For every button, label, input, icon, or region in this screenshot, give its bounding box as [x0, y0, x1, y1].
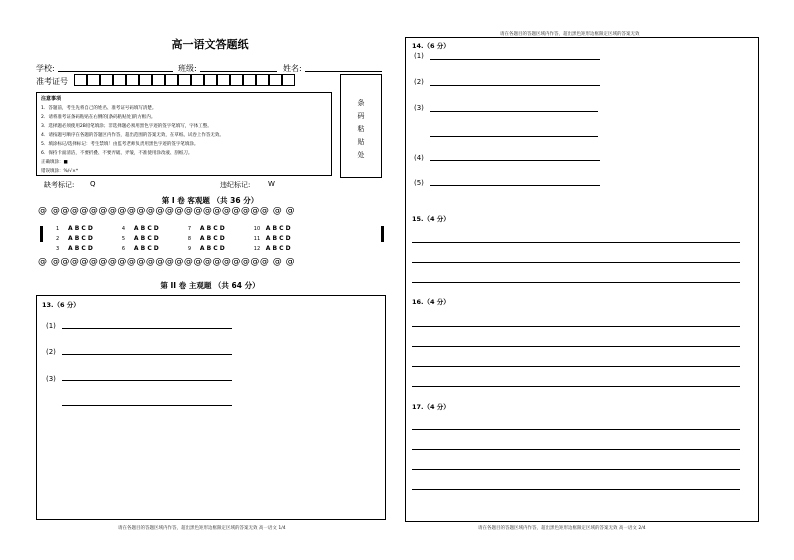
notice-box: [36, 92, 332, 176]
mcq-options[interactable]: A B C D: [133, 235, 159, 242]
barcode-char: 码: [357, 112, 365, 120]
q13-answer-line[interactable]: [62, 354, 232, 355]
violation-mark[interactable]: W: [268, 180, 275, 188]
name-label: 姓名:: [283, 64, 302, 73]
q15-title: 15.（4 分）: [412, 215, 450, 223]
mcq-options[interactable]: A B C D: [133, 245, 159, 252]
mcq-options[interactable]: A B C D: [68, 235, 93, 242]
barcode-char: 粘: [357, 125, 365, 133]
name-field[interactable]: [305, 71, 382, 72]
mcq-options[interactable]: A B C D: [265, 235, 291, 242]
mcq-options[interactable]: A B C D: [68, 245, 93, 252]
notice-item: 2．请将准考证条码粘贴在右侧的[条码粘贴处]的方框内。: [41, 115, 156, 120]
sheet-title: 高一语文答题纸: [171, 38, 249, 51]
q15-answer-line[interactable]: [412, 242, 740, 243]
school-label: 学校:: [36, 64, 55, 73]
wrong-fill-value: %/√×*: [63, 169, 79, 174]
q15-answer-line[interactable]: [412, 262, 740, 263]
mcq-row: 1 A B C D 4 A B C D 7 A B C D 10 A B C D: [56, 224, 318, 234]
q14-part-label: (1): [414, 52, 424, 60]
q17-answer-line[interactable]: [412, 469, 740, 470]
mcq-options[interactable]: A B C D: [265, 245, 291, 252]
q14-answer-line[interactable]: [430, 185, 600, 186]
q14-answer-line[interactable]: [430, 136, 598, 137]
q16-answer-line[interactable]: [412, 346, 740, 347]
notice-item: 3．选择题必须使用2B铅笔填涂；非选择题必须用黑色字迹的签字笔填写，字体工整。: [41, 124, 212, 129]
q13-part-label: (2): [46, 348, 56, 356]
notice-item: 6．保持卡面清洁，不要折叠、不要弄破、弄皱，不准使用涂改液、刮纸刀。: [41, 151, 193, 156]
barcode-char: 贴: [357, 138, 365, 146]
q13-part-label: (1): [46, 322, 56, 330]
notice-title: 注意事项: [41, 96, 62, 102]
q14-answer-line[interactable]: [430, 111, 598, 112]
q14-answer-line[interactable]: [430, 59, 600, 60]
timing-marks-top: @ @@@@@@@@@@@@@@@@@@@@@@@ @ @: [38, 206, 296, 216]
mcq-options[interactable]: A B C D: [68, 225, 93, 232]
notice-item: 1．答题前，考生先将自己的姓名、准考证号码填写清楚。: [41, 106, 157, 111]
section2-title: 第 II 卷 主观题 （共 64 分）: [160, 281, 260, 290]
left-footer: 请在各题目的答题区域内作答，超出黑色矩形边框限定区域的答案无效 高一语文 1/4: [118, 526, 286, 531]
barcode-char: 处: [357, 151, 365, 159]
q16-answer-line[interactable]: [412, 326, 740, 327]
absent-mark[interactable]: Q: [90, 180, 96, 188]
q13-part-label: (3): [46, 375, 56, 383]
q13-answer-line[interactable]: [62, 380, 232, 381]
q16-title: 16.（4 分）: [412, 298, 450, 306]
q13-answer-line[interactable]: [62, 328, 232, 329]
q14-part-label: (3): [414, 104, 424, 112]
mcq-options[interactable]: A B C D: [265, 225, 291, 232]
mcq-options[interactable]: A B C D: [199, 245, 225, 252]
correct-fill-label: 正确填涂：: [41, 160, 64, 165]
school-field[interactable]: [58, 71, 173, 72]
q17-title: 17.（4 分）: [412, 403, 450, 411]
timing-marks-bottom: @ @@@@@@@@@@@@@@@@@@@@@@@ @ @: [38, 257, 296, 267]
timing-bar-right: [381, 226, 384, 242]
mcq-options[interactable]: A B C D: [199, 235, 225, 242]
mcq-options[interactable]: A B C D: [199, 225, 225, 232]
q14-answer-line[interactable]: [430, 160, 600, 161]
q15-answer-line[interactable]: [412, 282, 740, 283]
right-footer: 请在各题目的答题区域内作答，超出黑色矩形边框限定区域的答案无效 高一语文 2/4: [478, 526, 646, 531]
q16-answer-line[interactable]: [412, 386, 740, 387]
notice-item: 5．填涂标记/选择标记：考生禁填！由监考老师负责用黑色字迹的签字笔填涂。: [41, 142, 199, 147]
mcq-row: 3 A B C D 6 A B C D 9 A B C D 12 A B C D: [56, 244, 318, 254]
exam-id-boxes[interactable]: [74, 74, 295, 86]
q14-part-label: (5): [414, 179, 424, 187]
barcode-char: 条: [357, 99, 365, 107]
mcq-grid: [56, 224, 318, 254]
wrong-fill-label: 错误填涂：: [41, 169, 64, 174]
q17-answer-line[interactable]: [412, 449, 740, 450]
q14-answer-line[interactable]: [430, 85, 600, 86]
absent-label: 缺考标记:: [44, 181, 75, 189]
q16-answer-line[interactable]: [412, 366, 740, 367]
section1-title: 第 I 卷 客观题 （共 36 分）: [161, 196, 259, 205]
right-header: 请在各题目的答题区域内作答，超出黑色矩形边框限定区域的答案无效: [500, 32, 640, 37]
q13-answer-line[interactable]: [62, 405, 232, 406]
q17-answer-line[interactable]: [412, 429, 740, 430]
q14-title: 14.（6 分）: [412, 42, 450, 50]
q14-part-label: (4): [414, 154, 424, 162]
violation-label: 违纪标记:: [220, 181, 251, 189]
mcq-options[interactable]: A B C D: [133, 225, 159, 232]
q17-answer-line[interactable]: [412, 489, 740, 490]
class-label: 班级:: [178, 64, 197, 73]
exam-id-label: 准考证号: [36, 77, 68, 86]
mcq-row: 2 A B C D 5 A B C D 8 A B C D 11 A B C D: [56, 234, 318, 244]
class-field[interactable]: [200, 71, 277, 72]
q13-title: 13.（6 分）: [42, 301, 80, 309]
correct-fill-value: ■: [63, 160, 68, 165]
q14-part-label: (2): [414, 78, 424, 86]
notice-item: 4．请按题号顺序在各题的答题区内作答，超出范围的答案无效，在草纸、试卷上作答无效。: [41, 133, 224, 138]
timing-bar-left: [40, 226, 43, 242]
barcode-area[interactable]: [340, 74, 382, 178]
